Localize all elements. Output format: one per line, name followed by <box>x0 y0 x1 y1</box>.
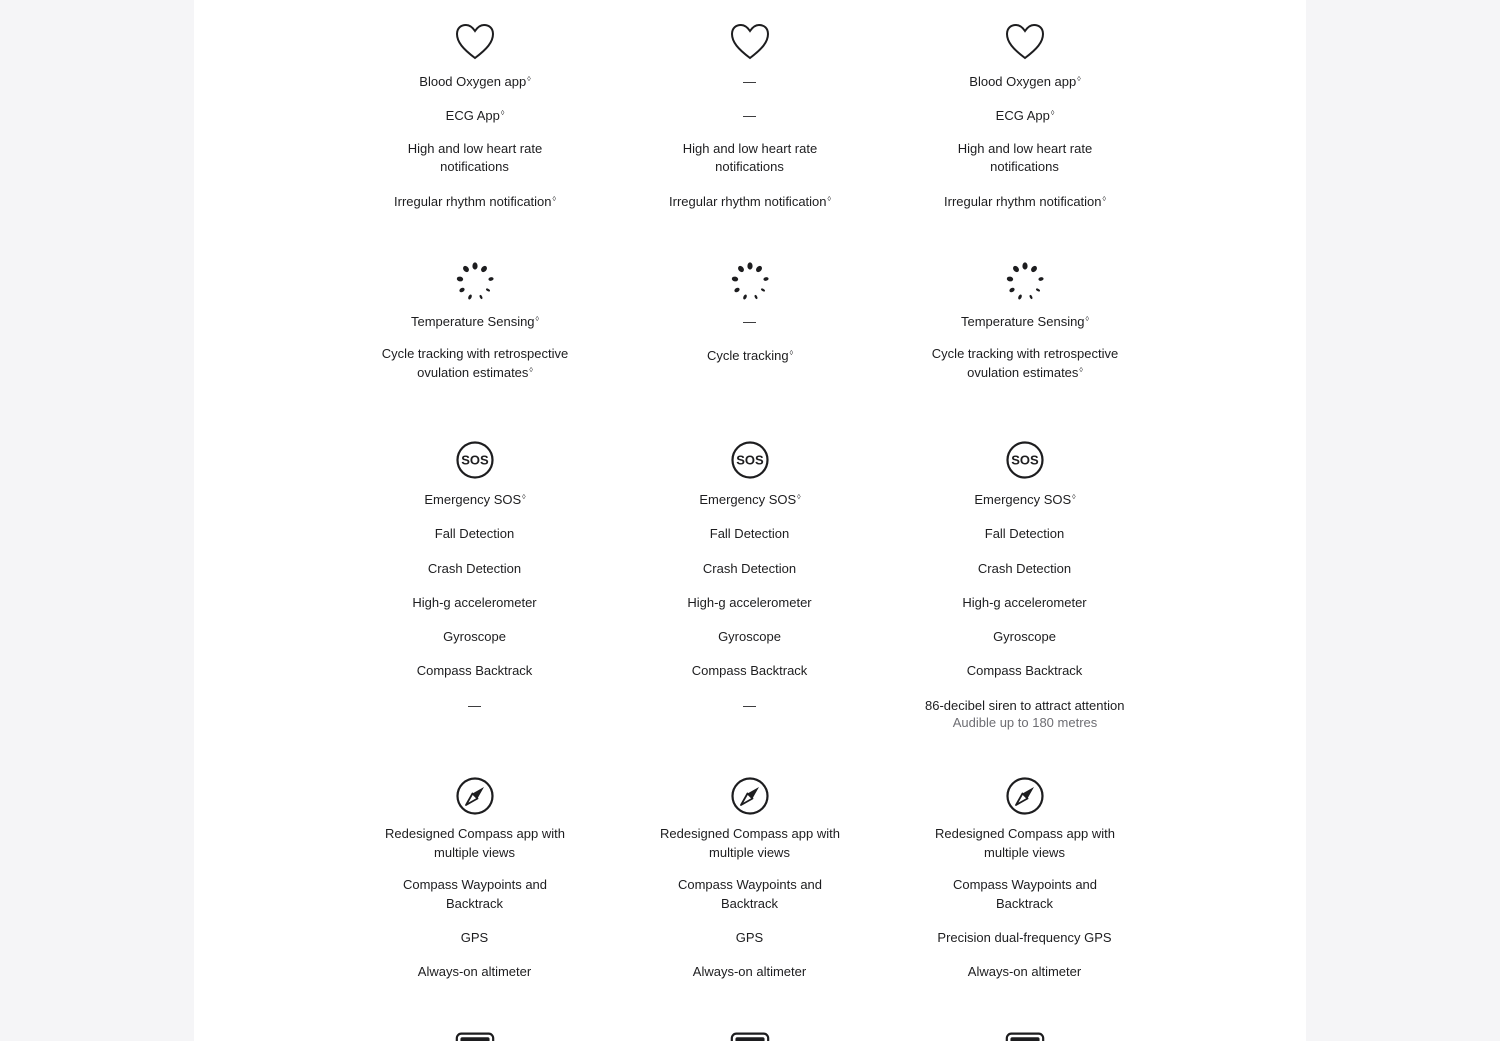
feature-item: Cycle tracking◊ <box>706 348 794 364</box>
feature-item: Always-on altimeter <box>967 964 1082 980</box>
svg-text:SOS: SOS <box>736 452 764 468</box>
feature-item: — <box>743 108 756 124</box>
feature-item: Irregular rhythm notification◊ <box>394 193 556 209</box>
temperature-sensing-icon <box>730 262 770 302</box>
comparison-panel <box>194 0 1306 1041</box>
temperature-sensing-icon <box>455 262 495 302</box>
device-section <box>375 1030 575 1041</box>
feature-item: — <box>743 74 756 89</box>
feature-item: High-g accelerometer <box>687 594 812 610</box>
temperature-sensing-icon <box>1005 262 1045 302</box>
display-icon <box>1005 1030 1045 1041</box>
feature-item: Blood Oxygen app◊ <box>969 74 1081 89</box>
heart-section <box>375 22 575 226</box>
feature-item: High and low heart rate notifications <box>407 140 543 175</box>
navigation-section <box>375 776 575 997</box>
sos-icon <box>730 440 770 480</box>
device-section <box>650 1030 850 1041</box>
feature-item: — <box>743 697 756 713</box>
heart-section <box>650 22 850 226</box>
feature-item: Crash Detection <box>427 560 522 576</box>
heart-section <box>925 22 1125 226</box>
feature-item: Compass Backtrack <box>691 663 808 679</box>
heart-icon <box>1005 22 1045 62</box>
feature-item: ECG App◊ <box>445 108 505 124</box>
feature-item: — <box>743 314 756 329</box>
feature-item: High and low heart rate notifications <box>957 140 1093 175</box>
navigation-section <box>925 776 1125 997</box>
heart-icon <box>455 22 495 62</box>
feature-item: Crash Detection <box>702 560 797 576</box>
comparison-column-3 <box>925 0 1125 1041</box>
navigation-section <box>650 776 850 997</box>
sos-icon <box>455 440 495 480</box>
feature-item: Redesigned Compass app with multiple views <box>935 826 1115 860</box>
compass-icon <box>455 776 495 816</box>
feature-item: Gyroscope <box>443 629 506 645</box>
safety-section <box>375 440 575 730</box>
feature-item: Emergency SOS◊ <box>974 492 1076 507</box>
feature-item: High and low heart rate notifications <box>682 140 818 175</box>
feature-item: Irregular rhythm notification◊ <box>669 193 831 209</box>
sos-icon <box>1005 440 1045 480</box>
feature-item: ECG App◊ <box>995 108 1055 124</box>
safety-section <box>650 440 850 730</box>
feature-item: 86-decibel siren to attract attention Audible up to 180 metres <box>925 697 1125 730</box>
feature-item: GPS <box>460 930 489 946</box>
feature-item: Always-on altimeter <box>417 964 532 980</box>
safety-section <box>925 440 1125 747</box>
feature-item: Redesigned Compass app with multiple views <box>385 826 565 860</box>
feature-item: Fall Detection <box>984 526 1065 542</box>
device-section <box>925 1030 1125 1041</box>
temperature-section <box>925 262 1125 397</box>
comparison-column-1 <box>375 0 575 1041</box>
feature-item: Emergency SOS◊ <box>699 492 801 507</box>
feature-item: Emergency SOS◊ <box>424 492 526 507</box>
feature-item: Blood Oxygen app◊ <box>419 74 531 89</box>
feature-item: Precision dual-frequency GPS <box>937 930 1112 946</box>
feature-item: Gyroscope <box>718 629 781 645</box>
feature-item: Compass Waypoints and Backtrack <box>952 877 1098 911</box>
feature-item: Fall Detection <box>709 526 790 542</box>
feature-item: Fall Detection <box>434 526 515 542</box>
feature-item: Redesigned Compass app with multiple views <box>660 826 840 860</box>
feature-item: Gyroscope <box>993 629 1056 645</box>
heart-icon <box>730 22 770 62</box>
feature-item: Temperature Sensing◊ <box>960 314 1090 329</box>
feature-item: — <box>468 697 481 713</box>
svg-text:SOS: SOS <box>1011 452 1039 468</box>
feature-item: Crash Detection <box>977 560 1072 576</box>
temperature-section <box>375 262 575 397</box>
svg-text:SOS: SOS <box>461 452 489 468</box>
feature-item: Compass Waypoints and Backtrack <box>402 877 548 911</box>
compass-icon <box>1005 776 1045 816</box>
comparison-column-2 <box>650 0 850 1041</box>
feature-item: Always-on altimeter <box>692 964 807 980</box>
feature-item: Compass Waypoints and Backtrack <box>677 877 823 911</box>
feature-item: Cycle tracking with retrospective ovulation estimates◊ <box>381 346 569 381</box>
feature-item: Cycle tracking with retrospective ovulation estimates◊ <box>931 346 1119 381</box>
temperature-section <box>650 262 850 381</box>
feature-item: High-g accelerometer <box>962 594 1087 610</box>
feature-item: Irregular rhythm notification◊ <box>944 193 1106 209</box>
display-icon <box>730 1030 770 1041</box>
feature-item: Compass Backtrack <box>966 663 1083 679</box>
feature-subtext: Audible up to 180 metres <box>952 714 1098 730</box>
compass-icon <box>730 776 770 816</box>
feature-item: High-g accelerometer <box>412 594 537 610</box>
feature-item: Compass Backtrack <box>416 663 533 679</box>
display-icon <box>455 1030 495 1041</box>
feature-item: GPS <box>735 930 764 946</box>
feature-item: Temperature Sensing◊ <box>410 314 540 329</box>
